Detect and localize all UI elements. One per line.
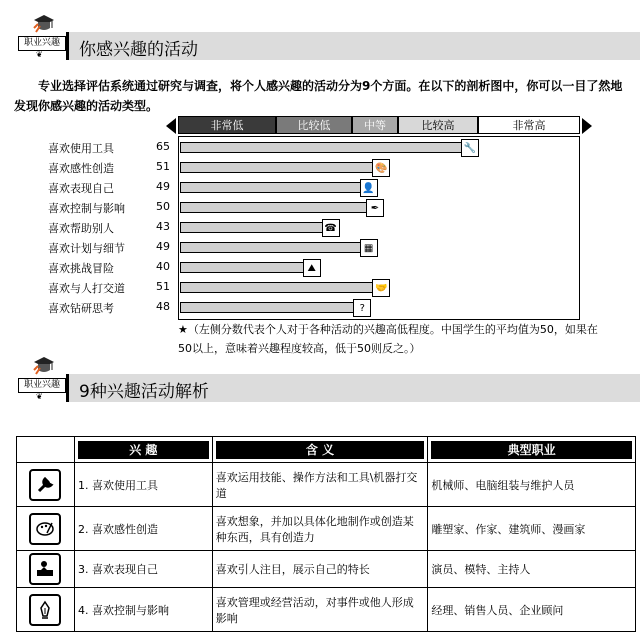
value-label: 49 [156, 240, 170, 253]
row-interest: 1. 喜欢使用工具 [74, 463, 212, 507]
phone-icon: ☎ [322, 219, 340, 237]
category-label: 喜欢与人打交道 [48, 282, 125, 295]
climber-icon: ⛰ [303, 259, 321, 277]
scale-legend [166, 116, 592, 136]
row-meaning: 喜欢引人注目，展示自己的特长 [212, 551, 428, 588]
wrench-icon [29, 469, 61, 501]
value-label: 50 [156, 200, 170, 213]
logo-tag: 职业兴趣 [18, 378, 66, 393]
graduation-cap-icon [32, 14, 56, 36]
bar [180, 302, 357, 313]
table-header-blank [17, 437, 75, 463]
value-label: 65 [156, 140, 170, 153]
table-row [17, 551, 636, 588]
row-jobs: 经理、销售人员、企业顾问 [428, 588, 636, 632]
pen-icon [29, 594, 61, 626]
chart-note [178, 320, 598, 358]
value-label: 48 [156, 300, 170, 313]
graduation-cap-icon [32, 356, 56, 378]
category-label: 喜欢挑战冒险 [48, 262, 114, 275]
palette-icon [29, 513, 61, 545]
category-label: 喜欢表现自己 [48, 182, 114, 195]
interest-table [16, 436, 636, 632]
scale-right-arrow [582, 118, 592, 134]
section-title-bar [66, 32, 640, 60]
logo [18, 14, 66, 58]
row-icon-cell [17, 588, 75, 632]
bar [180, 162, 376, 173]
table-row [17, 588, 636, 632]
scale-left-arrow [166, 118, 176, 134]
bar [180, 142, 465, 153]
palette-icon: 🎨 [372, 159, 390, 177]
value-label: 51 [156, 280, 170, 293]
scale-very-low: 非常低 [178, 116, 276, 134]
category-label: 喜欢钻研思考 [48, 302, 114, 315]
logo [18, 356, 66, 400]
plant-icon: ❦ [36, 392, 43, 401]
row-meaning: 喜欢管理或经营活动，对事件或他人形成影响 [212, 588, 428, 632]
row-interest: 4. 喜欢控制与影响 [74, 588, 212, 632]
category-label: 喜欢帮助别人 [48, 222, 114, 235]
category-label: 喜欢使用工具 [48, 142, 114, 155]
section-title: 你感兴趣的活动 [79, 40, 198, 60]
scale-very-high: 非常高 [478, 116, 580, 134]
pen-icon: ✒ [366, 199, 384, 217]
section-title: 9种兴趣活动解析 [79, 382, 209, 402]
row-meaning: 喜欢运用技能、操作方法和工具\机器打交道 [212, 463, 428, 507]
scale-medium: 中等 [352, 116, 398, 134]
row-icon-cell [17, 551, 75, 588]
category-label: 喜欢控制与影响 [48, 202, 125, 215]
category-label: 喜欢计划与细节 [48, 242, 125, 255]
calendar-icon: ▦ [360, 239, 378, 257]
star-icon: ★ [178, 323, 188, 336]
bar [180, 202, 370, 213]
row-jobs: 机械师、电脑组装与维护人员 [428, 463, 636, 507]
row-icon-cell [17, 507, 75, 551]
row-jobs: 雕塑家、作家、建筑师、漫画家 [428, 507, 636, 551]
chart-note-text: （左侧分数代表个人对于各种活动的兴趣高低程度。中国学生的平均值为50，如果在50以上，意味着兴趣程度较高，低于50则反之。） [178, 323, 598, 355]
bar [180, 282, 376, 293]
table-row [17, 463, 636, 507]
row-meaning: 喜欢想象，并加以具体化地制作或创造某种东西，具有创造力 [212, 507, 428, 551]
wrench-icon: 🔧 [461, 139, 479, 157]
row-icon-cell [17, 463, 75, 507]
row-interest: 3. 喜欢表现自己 [74, 551, 212, 588]
intro-paragraph: 专业选择评估系统通过研究与调查，将个人感兴趣的活动分为9个方面。在以下的剖析图中，你可以一目了然地发现你感兴趣的活动类型。 [14, 79, 623, 113]
value-label: 40 [156, 260, 170, 273]
bar [180, 262, 307, 273]
bar [180, 222, 326, 233]
plant-icon: ❦ [36, 50, 43, 59]
bar [180, 242, 364, 253]
section-title-bar [66, 374, 640, 402]
thinker-icon: ? [353, 299, 371, 317]
handshake-icon: 🤝 [372, 279, 390, 297]
table-row [17, 507, 636, 551]
value-label: 51 [156, 160, 170, 173]
presenter-icon [29, 553, 61, 585]
scale-low: 比较低 [276, 116, 352, 134]
presenter-icon: 👤 [360, 179, 378, 197]
logo-tag: 职业兴趣 [18, 36, 66, 51]
bar [180, 182, 364, 193]
category-label: 喜欢感性创造 [48, 162, 114, 175]
scale-high: 比较高 [398, 116, 478, 134]
value-label: 49 [156, 180, 170, 193]
row-jobs: 演员、模特、主持人 [428, 551, 636, 588]
table-header-jobs: 典型职业 [428, 437, 636, 463]
row-interest: 2. 喜欢感性创造 [74, 507, 212, 551]
table-header-interest: 兴 趣 [74, 437, 212, 463]
value-label: 43 [156, 220, 170, 233]
table-header-meaning: 含 义 [212, 437, 428, 463]
